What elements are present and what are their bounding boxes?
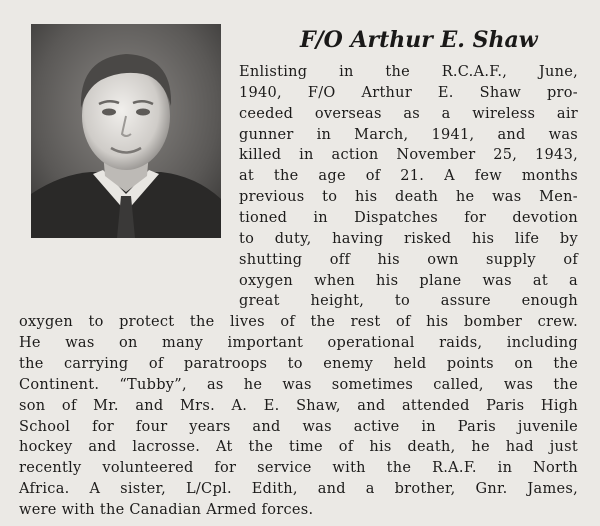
text-line: Africa. A sister, L/Cpl. Edith, and a brother, Gnr. James, xyxy=(19,481,578,498)
text-line: to duty, having risked his life by xyxy=(239,230,578,247)
portrait-photo xyxy=(31,24,221,238)
text-line: School for four years and was active in Paris juvenile xyxy=(19,418,578,435)
text-line: killed in action November 25, 1943, xyxy=(239,147,578,164)
text-line: 1940, F/O Arthur E. Shaw pro- xyxy=(239,84,578,101)
text-line: hockey and lacrosse. At the time of his death, he had just xyxy=(19,439,578,456)
portrait-image xyxy=(31,24,221,238)
text-line: great height, to assure enough xyxy=(239,293,578,310)
text-line: were with the Canadian Armed forces. xyxy=(19,502,314,518)
text-line: tioned in Dispatches for devotion xyxy=(239,210,578,226)
text-line: oxygen to protect the lives of the rest of his bomber crew. xyxy=(19,314,578,331)
text-line: ceeded overseas as a wireless air xyxy=(239,105,578,122)
text-line: shutting off his own supply of xyxy=(239,251,578,268)
text-line: recently volunteered for service with the R.A.F. in North xyxy=(19,460,578,477)
text-line: gunner in March, 1941, and was xyxy=(239,126,578,143)
text-line: He was on many important operational raids, including xyxy=(19,335,578,352)
text-line: Continent. “Tubby”, as he was sometimes called, was the xyxy=(19,376,578,393)
text-line: son of Mr. and Mrs. A. E. Shaw, and attended Paris High xyxy=(19,397,578,414)
text-line: Enlisting in the R.C.A.F., June, xyxy=(239,64,578,80)
text-line: at the age of 21. A few months xyxy=(239,168,578,185)
text-line: oxygen when his plane was at a xyxy=(239,272,578,289)
page-title: F/O Arthur E. Shaw xyxy=(300,27,538,53)
text-line: the carrying of paratroops to enemy held points on the xyxy=(19,356,578,372)
text-line: previous to his death he was Men- xyxy=(239,189,578,206)
